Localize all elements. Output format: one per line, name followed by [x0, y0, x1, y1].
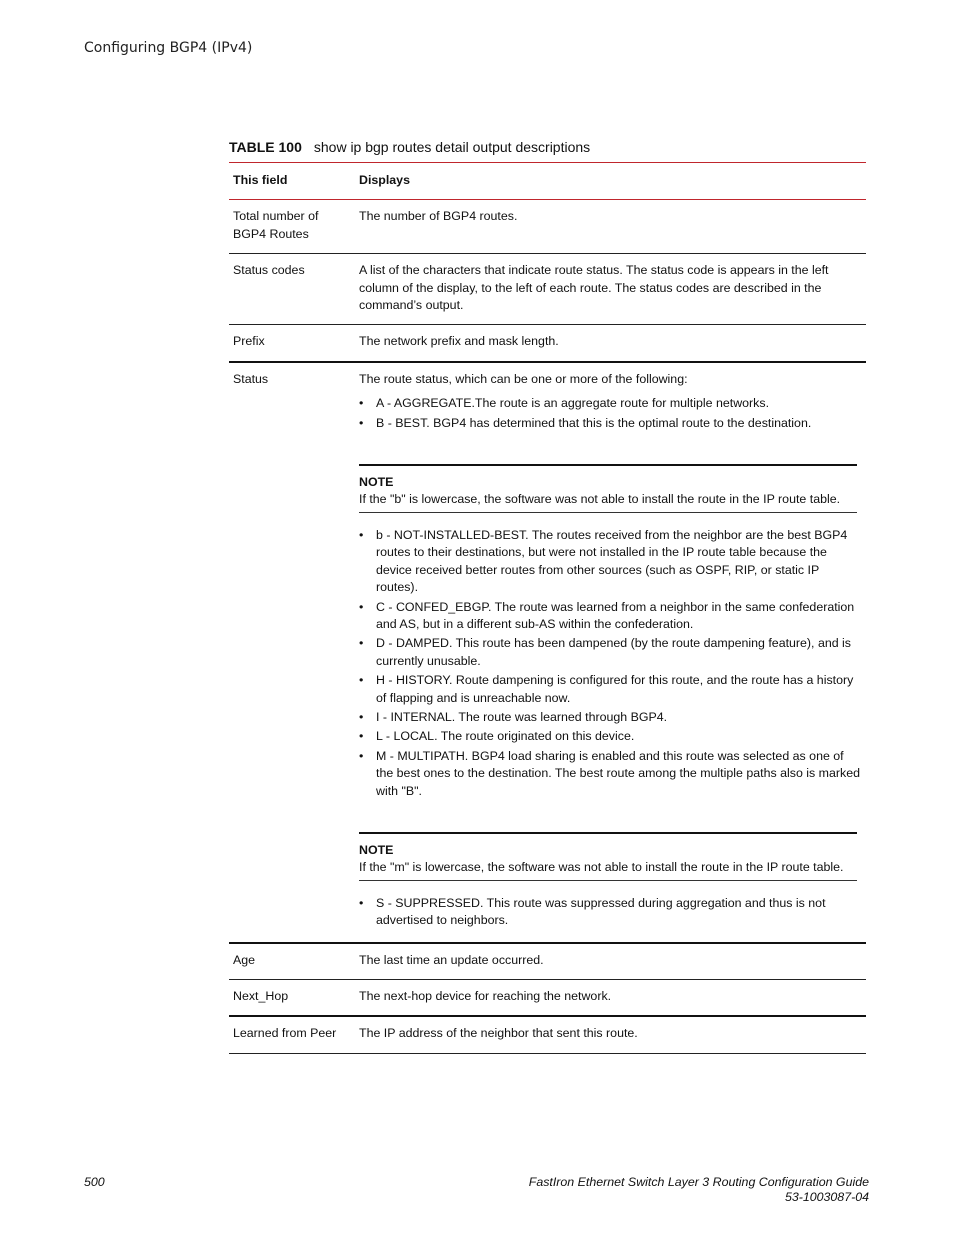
column-header-field: This field	[233, 173, 288, 187]
output-descriptions-table	[229, 162, 866, 1054]
list-item: • B - BEST. BGP4 has determined that this is the optimal route to the destination.	[359, 415, 862, 432]
table-number: TABLE 100	[229, 139, 302, 155]
note-box	[359, 464, 857, 513]
note-box	[359, 832, 857, 881]
table-row-status	[229, 362, 866, 943]
list-item: • S - SUPPRESSED. This route was suppressed during aggregation and thus is not advertised to neighbors.	[359, 895, 862, 930]
field-name: Total number of BGP4 Routes	[233, 209, 319, 241]
note-label: NOTE	[359, 842, 394, 857]
field-name: Status	[233, 371, 269, 386]
running-header: Configuring BGP4 (IPv4)	[84, 40, 253, 56]
list-item: • C - CONFED_EBGP. The route was learned from a neighbor in the same confederation and AS, but in a different sub-AS within the confederation.	[359, 599, 862, 634]
list-item: • D - DAMPED. This route has been dampened (by the route dampening feature), and is currently unusable.	[359, 635, 862, 670]
table-row	[229, 254, 866, 325]
list-item: • A - AGGREGATE.The route is an aggregate route for multiple networks.	[359, 395, 862, 412]
status-list-3	[359, 895, 862, 930]
field-description: The last time an update occurred.	[359, 952, 544, 967]
field-name: Learned from Peer	[233, 1026, 337, 1041]
field-name: Next_Hop	[233, 989, 289, 1003]
note-text: If the "m" is lowercase, the software was not able to install the route in the IP route table.	[359, 860, 844, 875]
status-intro: The route status, which can be one or more of the following:	[359, 371, 688, 386]
note-label: NOTE	[359, 475, 394, 490]
table-caption-text: show ip bgp routes detail output descriptions	[313, 139, 591, 155]
field-name: Status codes	[233, 263, 305, 278]
table-caption	[229, 139, 590, 155]
field-name: Prefix	[233, 334, 265, 349]
field-description: The next-hop device for reaching the network.	[359, 989, 612, 1003]
status-list-1	[359, 395, 862, 432]
doc-number: 53-1003087-04	[784, 1190, 869, 1204]
table-row	[229, 943, 866, 980]
footer-doc-info	[529, 1175, 869, 1205]
column-header-displays: Displays	[359, 173, 410, 187]
table-row	[229, 325, 866, 362]
list-item: • M - MULTIPATH. BGP4 load sharing is enabled and this route was selected as one of the best ones to the destination. The best route among the multiple paths also is marked with "B".	[359, 748, 862, 800]
field-name: Age	[233, 952, 256, 967]
field-description: A list of the characters that indicate route status. The status code is appears in the left column of the display, to the left of each route. The status codes are described in the command’s output.	[359, 263, 829, 313]
field-description: The network prefix and mask length.	[359, 334, 559, 349]
list-item: • L - LOCAL. The route originated on this device.	[359, 728, 862, 745]
table-row	[229, 200, 866, 254]
field-description: The number of BGP4 routes.	[359, 209, 518, 224]
table-row	[229, 1016, 866, 1053]
list-item: • b - NOT-INSTALLED-BEST. The routes received from the neighbor are the best BGP4 routes to their destinations, but were not installed in the IP route table because the device received better routes from other sources (such as OSPF, RIP, or static IP routes).	[359, 527, 862, 597]
table-row	[229, 980, 866, 1017]
list-item: • I - INTERNAL. The route was learned through BGP4.	[359, 709, 862, 726]
field-description: The IP address of the neighbor that sent this route.	[359, 1026, 638, 1041]
list-item: • H - HISTORY. Route dampening is configured for this route, and the route has a history of flapping and is unreachable now.	[359, 672, 862, 707]
status-list-2	[359, 527, 862, 800]
table-header-row	[229, 163, 866, 200]
guide-title: FastIron Ethernet Switch Layer 3 Routing Configuration Guide	[528, 1175, 869, 1189]
note-text: If the "b" is lowercase, the software was not able to install the route in the IP route table.	[359, 492, 841, 507]
field-description	[355, 362, 866, 943]
page-number: 500	[84, 1175, 105, 1189]
